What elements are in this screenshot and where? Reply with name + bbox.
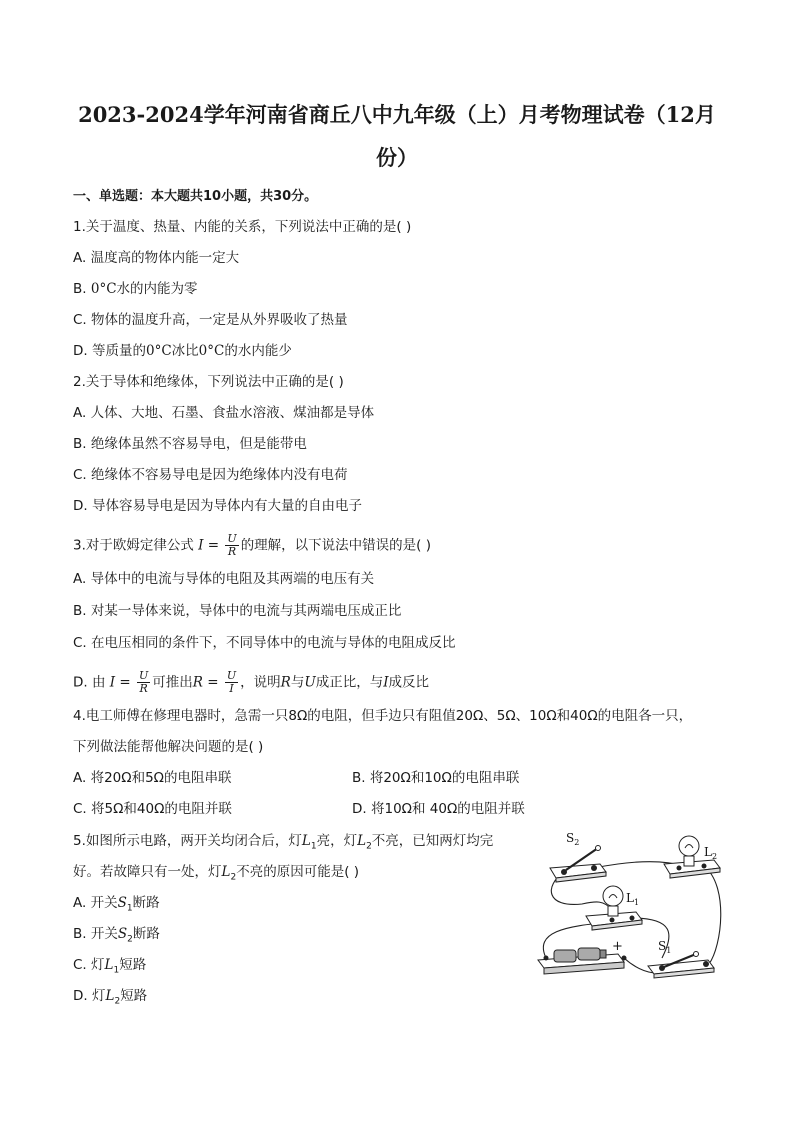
symbol-i: I (383, 674, 389, 691)
q4-option-c: C. 将5Ω和40Ω的电阻并联 (73, 801, 232, 817)
fraction (225, 670, 238, 695)
temp-value: 0°C (145, 343, 172, 359)
circuit-diagram (524, 826, 734, 996)
text: D. 由 (73, 674, 110, 691)
subscript: 2 (127, 934, 133, 945)
text: 成正比，与 (315, 674, 384, 691)
q5-option-c (73, 956, 146, 980)
fraction (137, 670, 150, 695)
q2-option-a: A. 人体、大地、石墨、食盐水溶液、煤油都是导体 (73, 405, 375, 421)
text: 3.对于欧姆定律公式 (73, 537, 199, 554)
label-s1-letter: S (658, 939, 667, 953)
symbol-u: U (304, 674, 316, 691)
q3-option-b: B. 对某一导体来说，导体中的电流与其两端电压成正比 (73, 603, 402, 619)
label-l2 (704, 845, 717, 861)
switch-s2 (550, 846, 606, 883)
symbol-r: R (280, 674, 291, 691)
symbol-l: L (357, 833, 367, 849)
text: 短路 (120, 988, 148, 1004)
symbol-s: S (117, 895, 127, 911)
q1-option-d (73, 342, 292, 360)
text: 的水内能少 (224, 343, 292, 359)
label-s2-sub: 2 (574, 838, 580, 847)
q4-option-d: D. 将10Ω和 40Ω的电阻并联 (352, 801, 525, 817)
q1-option-c: C. 物体的温度升高，一定是从外界吸收了热量 (73, 312, 348, 328)
q4-stem-line2: 下列做法能帮他解决问题的是( ) (73, 739, 264, 755)
text: B. (73, 281, 91, 297)
q1-option-a: A. 温度高的物体内能一定大 (73, 250, 240, 266)
wire (704, 866, 721, 964)
text: 水的内能为零 (116, 281, 198, 297)
text: 与 (290, 674, 305, 691)
exam-title-line2: 份） (376, 145, 418, 170)
numerator: U (227, 532, 237, 545)
subscript: 1 (126, 903, 133, 914)
text: 不亮的原因可能是( ) (236, 864, 360, 880)
text: 成反比 (388, 674, 430, 691)
section-heading: 一、单选题：本大题共10小题，共30分。 (73, 189, 318, 204)
text: 短路 (119, 957, 147, 973)
q4-stem-line1: 4.电工师傅在修理电器时，急需一只8Ω的电阻，但手边只有阻值20Ω、5Ω、10Ω和40Ω的电阻各一只， (73, 708, 693, 724)
q4-option-b: B. 将20Ω和10Ω的电阻串联 (352, 770, 520, 786)
q3-stem (73, 533, 431, 558)
text: C. 灯 (73, 957, 105, 973)
temp-value: 0°C (198, 343, 225, 359)
q2-option-b: B. 绝缘体虽然不容易导电，但是能带电 (73, 436, 307, 452)
formula: I = (198, 537, 224, 554)
denominator: R (227, 545, 237, 558)
formula: R = (192, 674, 223, 691)
denominator: I (229, 682, 234, 695)
q5-stem-line2 (73, 863, 359, 887)
label-l1-sub: 1 (633, 898, 640, 907)
q1-stem: 1.关于温度、热量、内能的关系，下列说法中正确的是( ) (73, 219, 412, 235)
formula: I = (109, 674, 136, 691)
numerator: U (226, 669, 237, 682)
denominator: R (139, 682, 148, 695)
text: A. 开关 (73, 895, 118, 911)
text: 的理解，以下说法中错误的是( ) (240, 537, 432, 554)
text: 断路 (132, 926, 160, 942)
numerator: U (139, 669, 149, 682)
q1-option-b (73, 280, 198, 298)
fraction (225, 533, 238, 558)
symbol-l: L (301, 833, 311, 849)
label-l1-letter: L (626, 891, 634, 905)
subscript: 2 (114, 996, 121, 1007)
text: 断路 (132, 895, 160, 911)
q2-stem: 2.关于导体和绝缘体，下列说法中正确的是( ) (73, 374, 344, 390)
label-s2-letter: S (566, 831, 575, 845)
text: 5.如图所示电路，两开关均闭合后，灯 (73, 833, 302, 849)
text: D. 灯 (73, 988, 106, 1004)
subscript: 2 (366, 841, 372, 852)
symbol-l: L (221, 864, 231, 880)
subscript: 1 (113, 965, 120, 976)
switch-s1 (648, 952, 714, 979)
label-plus: + (612, 939, 623, 954)
label-s1 (658, 939, 671, 955)
text: B. 开关 (73, 926, 118, 942)
q2-option-d: D. 导体容易导电是因为导体内有大量的自由电子 (73, 498, 362, 514)
label-s2 (566, 831, 579, 847)
temp-value: 0°C (90, 281, 117, 297)
subscript: 2 (230, 872, 237, 883)
text: 冰比 (171, 343, 199, 359)
label-s1-sub: 1 (666, 946, 672, 955)
symbol-s: S (117, 926, 128, 942)
text: D. 等质量的 (73, 343, 146, 359)
text: 好。若故障只有一处，灯 (73, 864, 222, 880)
q3-option-c: C. 在电压相同的条件下，不同导体中的电流与导体的电阻成反比 (73, 635, 456, 651)
q5-option-a (73, 894, 160, 918)
text: 不亮，已知两灯均完 (371, 833, 494, 849)
text: 亮，灯 (316, 833, 358, 849)
q3-option-d (73, 670, 429, 695)
label-l2-letter: L (704, 845, 712, 859)
label-l1 (626, 891, 639, 907)
q4-option-a: A. 将20Ω和5Ω的电阻串联 (73, 770, 232, 786)
q5-option-d (73, 987, 147, 1011)
q5-stem-line1 (73, 832, 493, 856)
text: 可推出 (152, 674, 193, 691)
exam-title-line1: 2023-2024学年河南省商丘八中九年级（上）月考物理试卷（12月 (78, 102, 716, 127)
q5-option-b (73, 925, 160, 949)
q3-option-a: A. 导体中的电流与导体的电阻及其两端的电压有关 (73, 571, 375, 587)
subscript: 1 (310, 841, 317, 852)
q2-option-c: C. 绝缘体不容易导电是因为绝缘体内没有电荷 (73, 467, 348, 483)
symbol-l: L (105, 988, 115, 1004)
symbol-l: L (104, 957, 114, 973)
text: ，说明 (240, 674, 281, 691)
label-l2-sub: 2 (711, 852, 718, 861)
